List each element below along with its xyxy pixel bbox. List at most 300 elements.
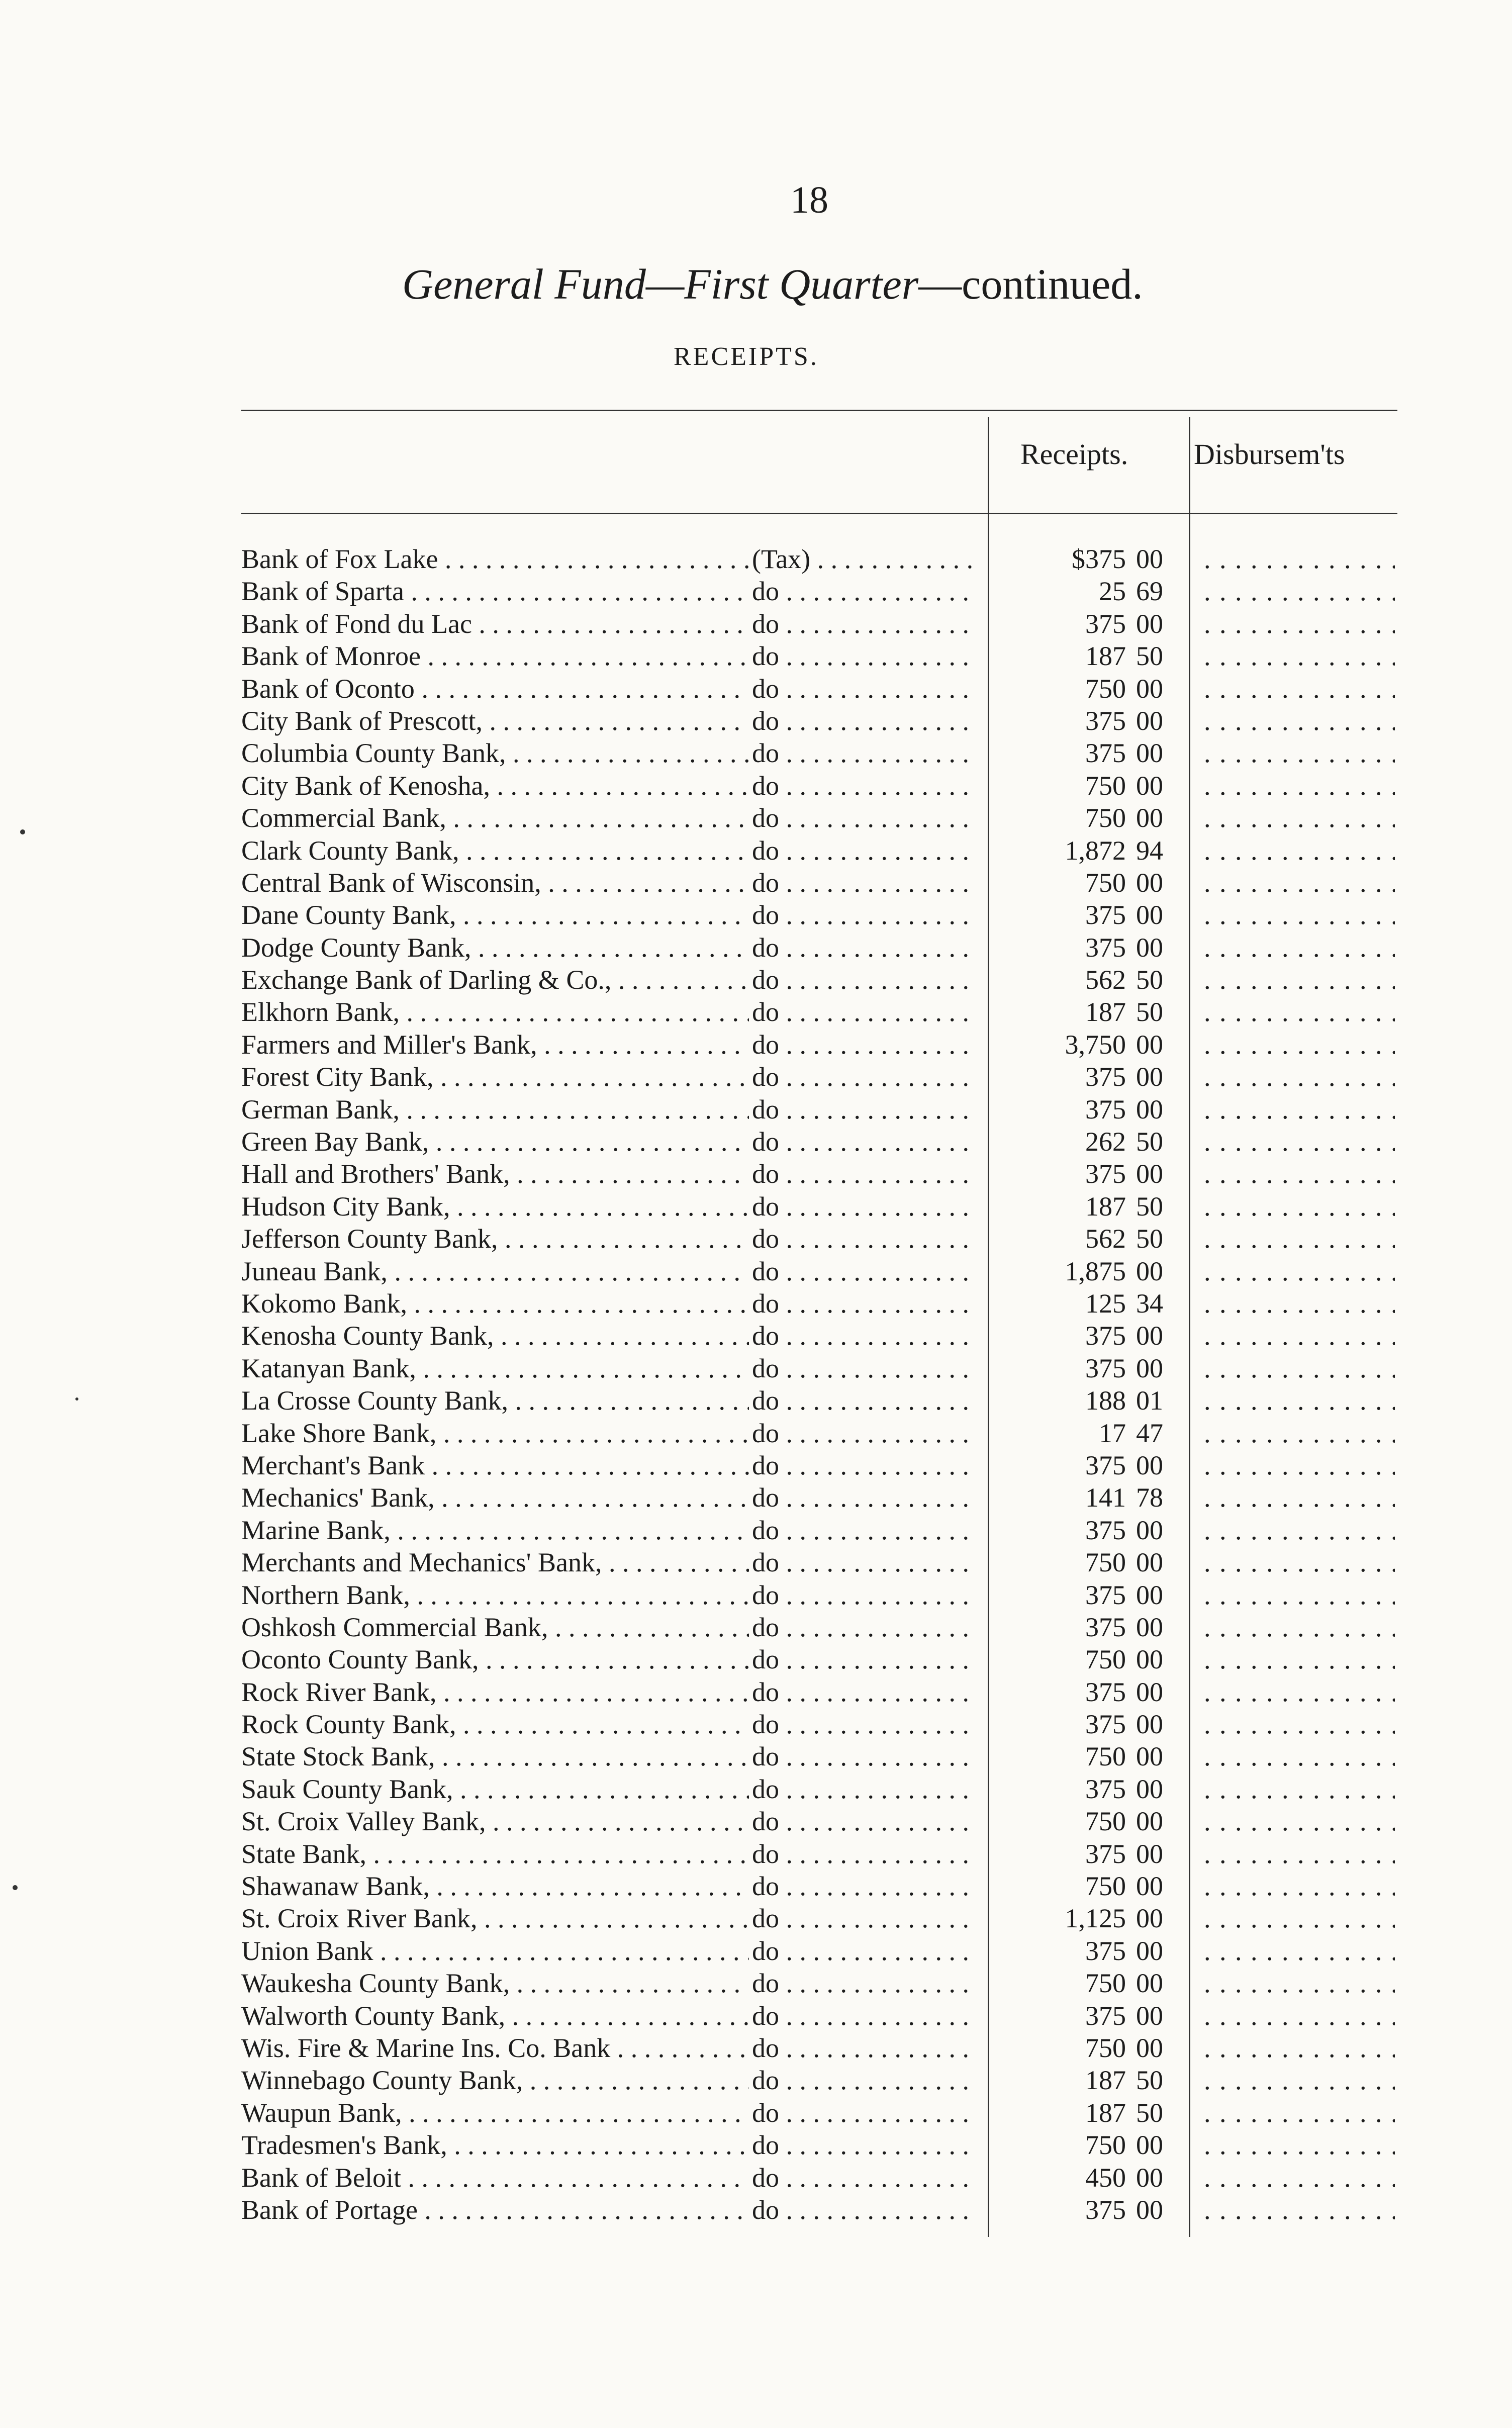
bank-name: Northern Bank, . . . [241, 1579, 749, 1611]
disbursement-leader [1204, 1417, 1395, 1449]
receipt-dollars: 375 [1085, 1773, 1126, 1804]
disbursement-leader [1204, 1223, 1395, 1255]
disbursement-leader [1204, 1967, 1395, 1999]
receipt-dollars: 375 [1085, 1676, 1126, 1707]
bank-name: Tradesmen's Bank, . . . [241, 2129, 749, 2161]
bank-name: Bank of Oconto . . . [241, 673, 749, 705]
receipt-dollars: 375 [1085, 1159, 1126, 1189]
receipt-dollars: 187 [1085, 2065, 1126, 2096]
table-row [241, 1352, 1418, 1384]
title-main: General Fund—First Quarter [402, 260, 919, 308]
receipt-dollars: 1,872 [1065, 835, 1126, 866]
bank-name: Waukesha County Bank, . . . [241, 1967, 749, 1999]
receipt-cents: 50 [1136, 965, 1163, 995]
bank-name: Shawanaw Bank, . . . [241, 1870, 749, 1902]
disbursement-leader [1204, 1384, 1395, 1417]
disbursement-leader [1204, 1870, 1395, 1902]
receipt-cents: 00 [1136, 803, 1163, 833]
bank-name: St. Croix Valley Bank, . . . [241, 1805, 749, 1837]
bank-name: Clark County Bank, . . . [241, 834, 749, 867]
table-row [241, 899, 1418, 931]
receipt-dollars: 750 [1085, 867, 1126, 898]
receipt-dollars: 375 [1085, 900, 1126, 930]
disbursement-leader [1204, 2064, 1395, 2096]
table-row [241, 543, 1418, 575]
bank-name: Marine Bank, . . . [241, 1514, 749, 1546]
table-row [241, 673, 1418, 705]
receipt-dollars: 375 [1085, 1838, 1126, 1869]
receipt-cents: 00 [1136, 1579, 1163, 1610]
receipt-cents: 00 [1136, 932, 1163, 963]
receipt-cents: 00 [1136, 1935, 1163, 1966]
bank-name: Kokomo Bank, . . . [241, 1287, 749, 1320]
bank-name: Kenosha County Bank, . . . [241, 1320, 749, 1352]
ditto-reference: do . . . [749, 996, 973, 1028]
receipt-cents: 00 [1136, 1871, 1163, 1902]
receipt-dollars: 375 [1085, 608, 1126, 639]
receipt-dollars: 750 [1085, 1644, 1126, 1675]
table-row [241, 770, 1418, 802]
ditto-reference: do . . . [749, 1352, 973, 1384]
receipt-dollars: 187 [1085, 997, 1126, 1028]
receipt-cents: 47 [1136, 1418, 1163, 1448]
ditto-reference: do . . . [749, 1643, 973, 1675]
receipt-cents: 00 [1136, 1256, 1163, 1286]
ditto-reference: do . . . [749, 1611, 973, 1643]
bank-name: Dodge County Bank, . . . [241, 931, 749, 964]
bank-name: Oshkosh Commercial Bank, . . . [241, 1611, 749, 1643]
disbursement-leader [1204, 543, 1395, 575]
receipt-cents: 00 [1136, 738, 1163, 769]
ditto-reference: do . . . [749, 2097, 973, 2129]
bank-name: Rock River Bank, . . . [241, 1676, 749, 1708]
receipt-dollars: 375 [1085, 2194, 1126, 2225]
disbursement-leader [1204, 1546, 1395, 1578]
table-row [241, 1320, 1418, 1352]
disbursement-leader [1204, 1029, 1395, 1061]
bank-name: Jefferson County Bank, . . . [241, 1223, 749, 1255]
page-number: 18 [790, 179, 828, 221]
table-row [241, 1255, 1418, 1287]
receipt-dollars: 375 [1085, 1579, 1126, 1610]
table-row [241, 1514, 1418, 1546]
disbursement-leader [1204, 2000, 1395, 2032]
receipt-dollars: 3,750 [1065, 1029, 1126, 1060]
receipt-cents: 00 [1136, 1612, 1163, 1642]
receipt-dollars: 750 [1085, 1741, 1126, 1772]
disbursement-leader [1204, 1320, 1395, 1352]
receipt-cents: 50 [1136, 1127, 1163, 1157]
receipt-cents: 00 [1136, 1741, 1163, 1772]
ditto-reference: do . . . [749, 899, 973, 931]
table-row [241, 1029, 1418, 1061]
ditto-reference: do . . . [749, 1093, 973, 1126]
ditto-reference: do . . . [749, 673, 973, 705]
bank-name: Bank of Fond du Lac . . . [241, 608, 749, 640]
bank-name: Forest City Bank, . . . [241, 1061, 749, 1093]
receipt-cents: 94 [1136, 835, 1163, 866]
disbursement-leader [1204, 2129, 1395, 2161]
bank-name: Commercial Bank, . . . [241, 802, 749, 834]
receipt-cents: 01 [1136, 1385, 1163, 1416]
table-row [241, 2097, 1418, 2129]
ditto-reference: do . . . [749, 802, 973, 834]
receipt-dollars: 375 [1085, 1353, 1126, 1383]
receipt-cents: 00 [1136, 1029, 1163, 1060]
ditto-reference: do . . . [749, 1838, 973, 1870]
disbursement-leader [1204, 1773, 1395, 1805]
table-row [241, 608, 1418, 640]
ditto-reference: do . . . [749, 1320, 973, 1352]
receipt-dollars: 141 [1085, 1482, 1126, 1513]
table-row [241, 2000, 1418, 2032]
ditto-reference: do . . . [749, 1126, 973, 1158]
page-title [402, 259, 1257, 309]
bank-name: Sauk County Bank, . . . [241, 1773, 749, 1805]
receipt-cents: 00 [1136, 1094, 1163, 1125]
receipt-cents: 00 [1136, 1450, 1163, 1480]
ditto-reference: do . . . [749, 931, 973, 964]
receipt-dollars: 562 [1085, 1224, 1126, 1254]
bank-name: Rock County Bank, . . . [241, 1708, 749, 1740]
table-row [241, 640, 1418, 672]
receipt-cents: 69 [1136, 576, 1163, 607]
disbursement-leader [1204, 2162, 1395, 2194]
receipt-dollars: 375 [1085, 1094, 1126, 1125]
bank-name: Walworth County Bank, . . . [241, 2000, 749, 2032]
disbursement-leader [1204, 737, 1395, 769]
receipt-cents: 50 [1136, 997, 1163, 1028]
disbursement-leader [1204, 1352, 1395, 1384]
table-row [241, 2129, 1418, 2161]
receipt-dollars: 562 [1085, 965, 1126, 995]
ditto-reference: do . . . [749, 964, 973, 996]
ditto-reference: do . . . [749, 1902, 973, 1934]
receipt-cents: 00 [1136, 544, 1163, 574]
receipt-cents: 50 [1136, 1191, 1163, 1222]
receipt-cents: 00 [1136, 2162, 1163, 2193]
bank-name: Green Bay Bank, . . . [241, 1126, 749, 1158]
disbursement-leader [1204, 1643, 1395, 1675]
receipt-cents: 00 [1136, 1838, 1163, 1869]
receipt-cents: 00 [1136, 1062, 1163, 1092]
receipt-dollars: 750 [1085, 1806, 1126, 1837]
title-continued: —continued. [918, 260, 1143, 308]
table-row [241, 1773, 1418, 1805]
table-row [241, 2064, 1418, 2096]
receipt-dollars: 375 [1085, 1450, 1126, 1480]
bank-name: Hudson City Bank, . . . [241, 1190, 749, 1223]
table-row [241, 1158, 1418, 1190]
receipt-cents: 50 [1136, 2065, 1163, 2096]
bank-name: Elkhorn Bank, . . . [241, 996, 749, 1028]
bank-name: Union Bank . . . [241, 1935, 749, 1967]
disbursement-leader [1204, 834, 1395, 867]
speck-mark [20, 829, 25, 834]
table-row [241, 1093, 1418, 1126]
disbursement-leader [1204, 2194, 1395, 2226]
receipt-cents: 00 [1136, 1159, 1163, 1189]
table-row [241, 1935, 1418, 1967]
receipt-cents: 50 [1136, 2097, 1163, 2128]
receipt-dollars: 375 [1085, 2000, 1126, 2031]
table-row [241, 1611, 1418, 1643]
receipt-cents: 00 [1136, 673, 1163, 704]
receipt-dollars: 187 [1085, 641, 1126, 672]
table-row [241, 1870, 1418, 1902]
disbursement-leader [1204, 1838, 1395, 1870]
receipt-dollars: 375 [1085, 1709, 1126, 1740]
bank-name: Farmers and Miller's Bank, . . . [241, 1029, 749, 1061]
section-subtitle: RECEIPTS. [674, 342, 819, 371]
header-bottom-rule [241, 513, 1397, 514]
bank-name: Oconto County Bank, . . . [241, 1643, 749, 1675]
ditto-reference: do . . . [749, 1287, 973, 1320]
receipt-cents: 34 [1136, 1288, 1163, 1319]
bank-name: Bank of Fox Lake . . . [241, 543, 749, 575]
receipt-dollars: 375 [1085, 705, 1126, 736]
ditto-reference: do . . . [749, 1676, 973, 1708]
disbursements-column-header: Disbursem'ts [1194, 438, 1345, 471]
table-row [241, 1643, 1418, 1675]
bank-name: Waupun Bank, . . . [241, 2097, 749, 2129]
receipt-cents: 00 [1136, 2130, 1163, 2161]
disbursement-leader [1204, 996, 1395, 1028]
bank-name: Central Bank of Wisconsin, . . . [241, 867, 749, 899]
bank-name: City Bank of Kenosha, . . . [241, 770, 749, 802]
disbursement-leader [1204, 575, 1395, 607]
receipt-dollars: 750 [1085, 2130, 1126, 2161]
receipt-dollars: 375 [1085, 1612, 1126, 1642]
receipt-dollars: 750 [1085, 770, 1126, 801]
disbursement-leader [1204, 1126, 1395, 1158]
receipt-cents: 00 [1136, 2000, 1163, 2031]
receipt-cents: 78 [1136, 1482, 1163, 1513]
ditto-reference: do . . . [749, 2032, 973, 2064]
ditto-reference: do . . . [749, 575, 973, 607]
receipt-dollars: 375 [1085, 1515, 1126, 1545]
table-row [241, 1708, 1418, 1740]
ditto-reference: do . . . [749, 1223, 973, 1255]
ditto-reference: do . . . [749, 705, 973, 737]
disbursement-leader [1204, 1287, 1395, 1320]
table-row [241, 1223, 1418, 1255]
table-row [241, 1449, 1418, 1481]
disbursement-leader [1204, 1805, 1395, 1837]
ditto-reference: do . . . [749, 1579, 973, 1611]
bank-name: Bank of Monroe . . . [241, 640, 749, 672]
receipt-dollars: 375 [1085, 932, 1126, 963]
disbursement-leader [1204, 640, 1395, 672]
disbursement-leader [1204, 1255, 1395, 1287]
ditto-reference: do . . . [749, 1190, 973, 1223]
receipt-cents: 00 [1136, 705, 1163, 736]
receipt-dollars: 262 [1085, 1127, 1126, 1157]
receipt-dollars: $375 [1072, 544, 1126, 574]
disbursement-leader [1204, 1514, 1395, 1546]
disbursement-leader [1204, 608, 1395, 640]
bank-name: Bank of Beloit . . . [241, 2162, 749, 2194]
receipt-dollars: 25 [1099, 576, 1126, 607]
bank-name: State Stock Bank, . . . [241, 1740, 749, 1772]
bank-name: La Crosse County Bank, . . . [241, 1384, 749, 1417]
table-row [241, 2194, 1418, 2226]
table-row [241, 1579, 1418, 1611]
table-row [241, 737, 1418, 769]
speck-mark [13, 1885, 18, 1890]
receipt-dollars: 375 [1085, 738, 1126, 769]
receipt-cents: 00 [1136, 1709, 1163, 1740]
receipt-cents: 00 [1136, 1547, 1163, 1578]
disbursement-leader [1204, 1061, 1395, 1093]
receipt-dollars: 450 [1085, 2162, 1126, 2193]
disbursement-leader [1204, 867, 1395, 899]
disbursement-leader [1204, 964, 1395, 996]
ditto-reference: do . . . [749, 1384, 973, 1417]
receipt-dollars: 125 [1085, 1288, 1126, 1319]
bank-name: Juneau Bank, . . . [241, 1255, 749, 1287]
bank-name: German Bank, . . . [241, 1093, 749, 1126]
receipt-cents: 00 [1136, 1353, 1163, 1383]
receipt-cents: 00 [1136, 1773, 1163, 1804]
table-row [241, 802, 1418, 834]
disbursement-leader [1204, 770, 1395, 802]
receipt-cents: 00 [1136, 1644, 1163, 1675]
receipt-cents: 00 [1136, 900, 1163, 930]
receipt-cents: 00 [1136, 1321, 1163, 1351]
receipt-dollars: 750 [1085, 803, 1126, 833]
receipt-dollars: 750 [1085, 2032, 1126, 2063]
ditto-reference: do . . . [749, 1935, 973, 1967]
ditto-reference: do . . . [749, 1967, 973, 1999]
bank-name: City Bank of Prescott, . . . [241, 705, 749, 737]
disbursement-leader [1204, 2097, 1395, 2129]
disbursement-leader [1204, 1902, 1395, 1934]
ditto-reference: do . . . [749, 834, 973, 867]
disbursement-leader [1204, 1579, 1395, 1611]
bank-name: Hall and Brothers' Bank, . . . [241, 1158, 749, 1190]
bank-name: Winnebago County Bank, . . . [241, 2064, 749, 2096]
ditto-reference: do . . . [749, 2194, 973, 2226]
bank-name: St. Croix River Bank, . . . [241, 1902, 749, 1934]
bank-name: Bank of Sparta . . . [241, 575, 749, 607]
receipt-dollars: 375 [1085, 1935, 1126, 1966]
table-row [241, 2032, 1418, 2064]
disbursement-leader [1204, 931, 1395, 964]
table-row [241, 1676, 1418, 1708]
table-row [241, 575, 1418, 607]
table-row [241, 2162, 1418, 2194]
receipt-dollars: 188 [1085, 1385, 1126, 1416]
receipt-cents: 50 [1136, 641, 1163, 672]
disbursement-leader [1204, 899, 1395, 931]
table-top-rule [241, 410, 1397, 411]
disbursement-leader [1204, 1676, 1395, 1708]
receipt-cents: 00 [1136, 1903, 1163, 1934]
disbursement-leader [1204, 1190, 1395, 1223]
table-row [241, 1902, 1418, 1934]
receipt-dollars: 750 [1085, 1968, 1126, 1999]
table-row [241, 1740, 1418, 1772]
ditto-reference: do . . . [749, 2064, 973, 2096]
disbursement-leader [1204, 1611, 1395, 1643]
bank-name: Wis. Fire & Marine Ins. Co. Bank . . . [241, 2032, 749, 2064]
ditto-reference: do . . . [749, 2129, 973, 2161]
table-row [241, 1190, 1418, 1223]
bank-name: Mechanics' Bank, . . . [241, 1481, 749, 1514]
ditto-reference: do . . . [749, 1449, 973, 1481]
disbursement-leader [1204, 1935, 1395, 1967]
bank-name: Merchants and Mechanics' Bank, . . . [241, 1546, 749, 1578]
table-row [241, 1838, 1418, 1870]
table-row [241, 1546, 1418, 1578]
receipt-dollars: 750 [1085, 1547, 1126, 1578]
bank-name: Katanyan Bank, . . . [241, 1352, 749, 1384]
ditto-reference: do . . . [749, 867, 973, 899]
table-row [241, 1287, 1418, 1320]
ditto-reference: do . . . [749, 737, 973, 769]
receipt-dollars: 375 [1085, 1062, 1126, 1092]
receipt-dollars: 1,125 [1065, 1903, 1126, 1934]
receipt-cents: 00 [1136, 1806, 1163, 1837]
bank-name: State Bank, . . . [241, 1838, 749, 1870]
ditto-reference: do . . . [749, 1773, 973, 1805]
ditto-reference: do . . . [749, 608, 973, 640]
ditto-reference: do . . . [749, 640, 973, 672]
table-row [241, 705, 1418, 737]
receipt-cents: 00 [1136, 1676, 1163, 1707]
ditto-reference: do . . . [749, 1805, 973, 1837]
disbursement-leader [1204, 2032, 1395, 2064]
disbursement-leader [1204, 802, 1395, 834]
ditto-reference: (Tax) . . . [749, 543, 973, 575]
table-row [241, 1384, 1418, 1417]
speck-mark [75, 1397, 78, 1400]
disbursement-leader [1204, 1449, 1395, 1481]
bank-name: Bank of Portage . . . [241, 2194, 749, 2226]
ditto-reference: do . . . [749, 1870, 973, 1902]
receipt-cents: 00 [1136, 1515, 1163, 1545]
table-row [241, 1417, 1418, 1449]
table-row [241, 1805, 1418, 1837]
ditto-reference: do . . . [749, 1546, 973, 1578]
ditto-reference: do . . . [749, 1708, 973, 1740]
receipt-cents: 00 [1136, 608, 1163, 639]
ditto-reference: do . . . [749, 2000, 973, 2032]
table-row [241, 1481, 1418, 1514]
disbursement-leader [1204, 1093, 1395, 1126]
ditto-reference: do . . . [749, 1740, 973, 1772]
bank-name: Merchant's Bank . . . [241, 1449, 749, 1481]
table-row [241, 931, 1418, 964]
ditto-reference: do . . . [749, 1255, 973, 1287]
receipt-dollars: 750 [1085, 1871, 1126, 1902]
bank-name: Columbia County Bank, . . . [241, 737, 749, 769]
receipt-cents: 00 [1136, 2032, 1163, 2063]
table-row [241, 834, 1418, 867]
table-row [241, 1061, 1418, 1093]
bank-name: Lake Shore Bank, . . . [241, 1417, 749, 1449]
receipt-dollars: 375 [1085, 1321, 1126, 1351]
receipt-dollars: 750 [1085, 673, 1126, 704]
ditto-reference: do . . . [749, 2162, 973, 2194]
ditto-reference: do . . . [749, 1029, 973, 1061]
receipt-dollars: 187 [1085, 1191, 1126, 1222]
disbursement-leader [1204, 673, 1395, 705]
receipts-table [241, 543, 1418, 2226]
table-row [241, 1126, 1418, 1158]
disbursement-leader [1204, 1158, 1395, 1190]
